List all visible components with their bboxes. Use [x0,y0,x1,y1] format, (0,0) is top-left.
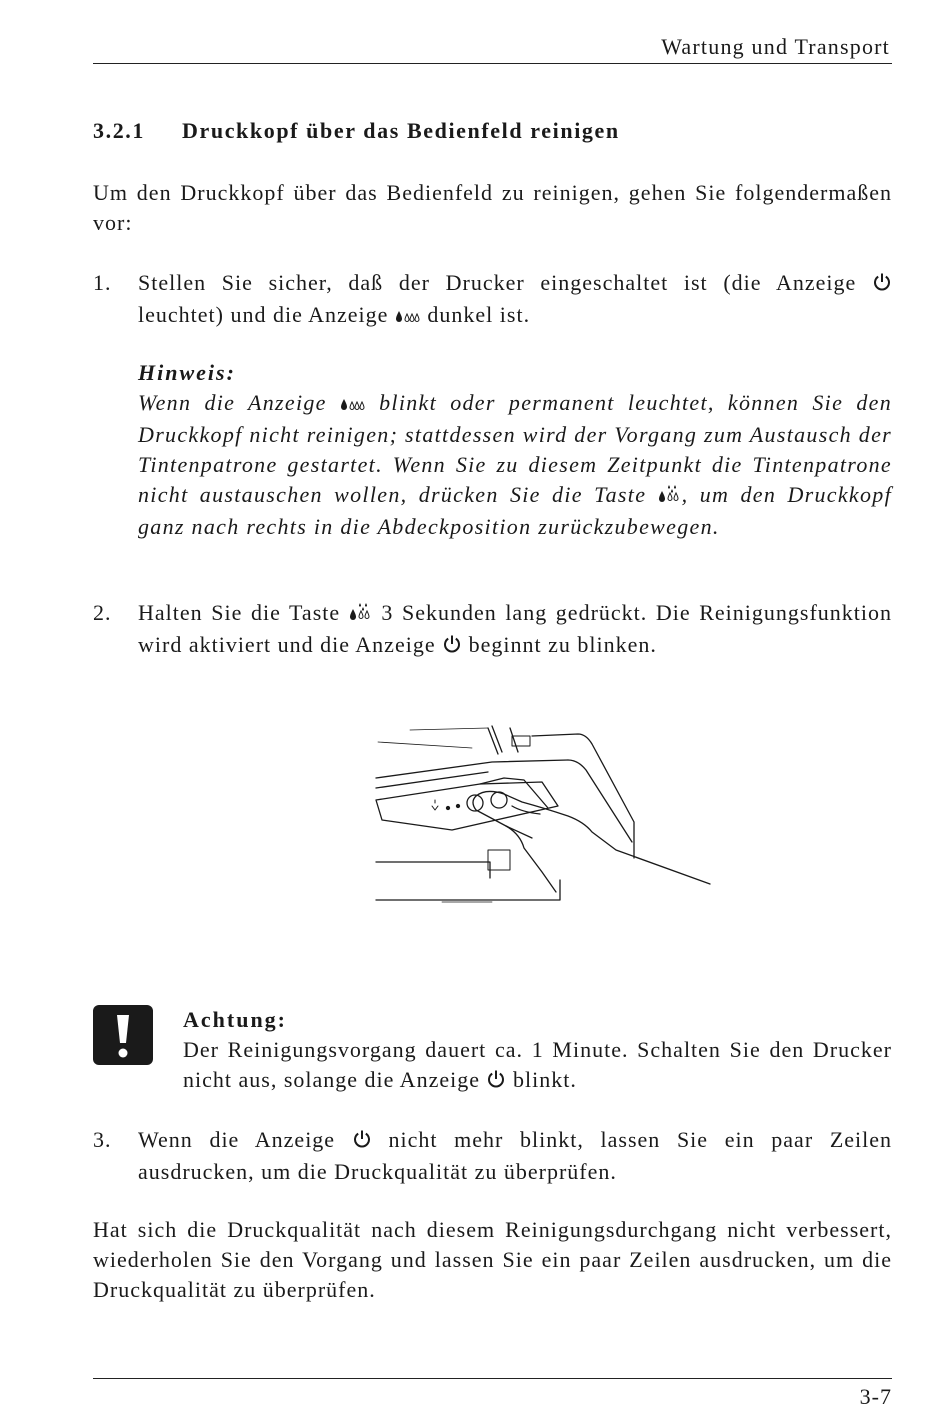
intro-paragraph: Um den Druckkopf über das Bedienfeld zu reinigen, gehen Sie folgendermaßen vor: [93,180,892,235]
power-icon [442,632,462,662]
page-number: 3-7 [859,1384,892,1409]
note-box [138,358,892,542]
step-text-part: Stellen Sie sicher, daß der Drucker eingeschaltet ist (die Anzeige [138,270,857,295]
cleaning-button-icon [658,482,682,512]
closing-paragraph: Hat sich die Druckqualität nach diesem Reinigungsdurchgang nicht verbessert, wiederholen Sie den Vorgang und lassen Sie ein paar Zeilen ausdrucken, um die Druckqualität zu überprüfen. [93,1217,892,1302]
step-text-part: dunkel ist. [427,302,531,327]
step-text-part: leuchtet) und die Anzeige [138,302,389,327]
header-rule [93,63,892,64]
caution-box [183,1005,892,1097]
step-text-part: beginnt zu blinken. [468,632,657,657]
power-icon [352,1127,372,1157]
section-title: Druckkopf über das Bedienfeld reinigen [182,118,620,143]
section-number: 3.2.1 [93,118,145,143]
caution-text-part: Der Reinigungsvorgang dauert ca. 1 Minute. Schalten Sie den Drucker nicht aus, solange die Anzeige [183,1037,892,1092]
section-heading [93,118,620,144]
running-header: Wartung und Transport [661,34,890,59]
power-icon [872,270,892,300]
step-text-part: Wenn die Anzeige [138,1127,336,1152]
power-icon [486,1067,506,1097]
caution-text-part: blinkt. [512,1067,577,1092]
note-text-part: blinkt oder permanent leuchtet, können Sie den Druckkopf nicht reinigen; stattdessen wird der Vorgang zum Austausch der Tintenpatrone gestartet. Wenn Sie zu diesem Zeitpunkt die Tintenpatrone nicht austauschen wollen, drücken Sie die Taste [138,390,892,507]
caution-label: Achtung: [183,1007,288,1032]
step-text-part: Halten Sie die Taste [138,600,341,625]
step-number: 1. [93,270,112,295]
printer-control-panel-illustration [372,722,712,906]
note-text-part: , um den Druckkopf ganz nach rechts in die Abdeckposition zurückzubewegen. [138,482,892,539]
step-number: 3. [93,1127,112,1152]
cleaning-button-icon [349,600,373,630]
step-text [138,268,892,332]
step-text [138,1125,892,1187]
note-text-part: Wenn die Anzeige [138,390,327,415]
note-label: Hinweis: [138,360,236,385]
step-number: 2. [93,600,112,625]
step-text [138,598,892,662]
footer-rule [93,1378,892,1379]
ink-out-icon [340,390,366,420]
exclamation-icon [93,1005,153,1065]
step-text-part: nicht mehr blinkt, lassen Sie ein paar Zeilen ausdrucken, um die Druckqualität zu überprüfen. [138,1127,893,1184]
ink-out-icon [395,302,421,332]
step-text-part: 3 Sekunden lang gedrückt. Die Reinigungsfunktion wird aktiviert und die Anzeige [138,600,893,657]
